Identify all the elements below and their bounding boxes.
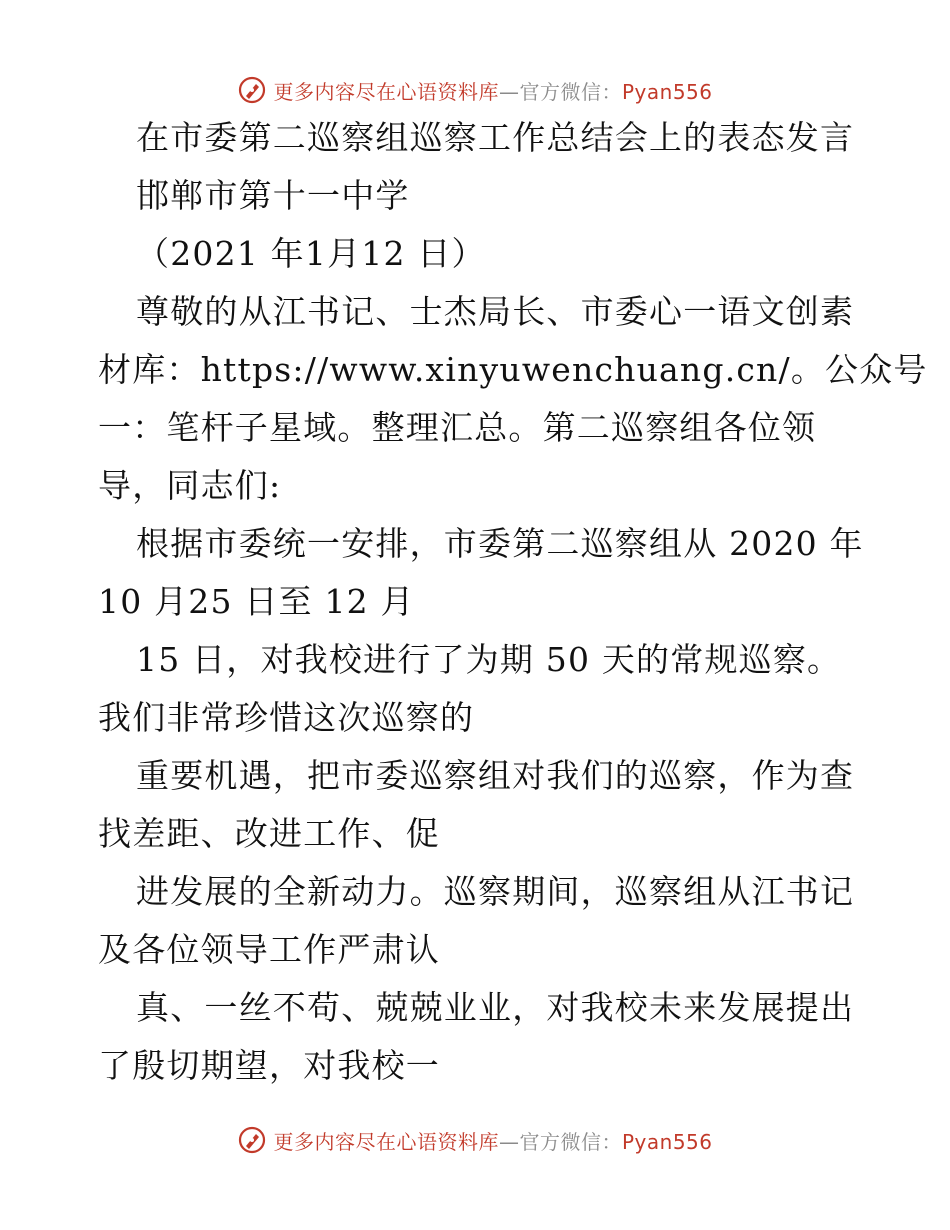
watermark-dash: — bbox=[498, 1129, 520, 1154]
text-line: 尊敬的从江书记、士杰局长、市委心一语文创素 bbox=[136, 292, 855, 331]
text-line: 根据市委统一安排，市委第二巡察组从 2020 年 bbox=[136, 524, 864, 563]
document-title: 在市委第二巡察组巡察工作总结会上的表态发言 bbox=[136, 118, 855, 157]
watermark-main-text: 更多内容尽在心语资料库 bbox=[273, 1129, 499, 1154]
watermark-main-text: 更多内容尽在心语资料库 bbox=[273, 79, 499, 104]
header-watermark bbox=[0, 70, 950, 110]
text-line: 及各位领导工作严肃认 bbox=[98, 930, 440, 969]
document-author: 邯郸市第十一中学 bbox=[136, 176, 410, 215]
text-line: 真、一丝不苟、兢兢业业，对我校未来发展提出 bbox=[136, 988, 855, 1027]
document-date: （2021 年1月12 日） bbox=[136, 234, 486, 273]
watermark-banner bbox=[237, 75, 712, 105]
watermark-dash: — bbox=[498, 79, 520, 104]
watermark-sub-text: 官方微信： bbox=[519, 1129, 622, 1154]
text-line: 一：笔杆子星域。整理汇总。第二巡察组各位领 bbox=[98, 408, 817, 447]
text-line: 我们非常珍惜这次巡察的 bbox=[98, 698, 475, 737]
footer-watermark bbox=[0, 1120, 950, 1160]
text-line: 15 日，对我校进行了为期 50 天的常规巡察。 bbox=[136, 640, 842, 679]
watermark-id: Pyan556 bbox=[621, 79, 713, 104]
watermark-banner bbox=[237, 1125, 712, 1155]
text-line: 导，同志们: bbox=[98, 466, 282, 505]
pen-circle-icon bbox=[237, 1125, 267, 1155]
text-line: 10 月25 日至 12 月 bbox=[98, 582, 415, 621]
text-line: 进发展的全新动力。巡察期间，巡察组从江书记 bbox=[136, 872, 855, 911]
text-line: 找差距、改进工作、促 bbox=[98, 814, 440, 853]
text-line: 了殷切期望，对我校一 bbox=[98, 1046, 440, 1085]
text-line: 重要机遇，把市委巡察组对我们的巡察，作为查 bbox=[136, 756, 855, 795]
watermark-id: Pyan556 bbox=[621, 1129, 713, 1154]
watermark-sub-text: 官方微信： bbox=[519, 79, 622, 104]
pen-circle-icon bbox=[237, 75, 267, 105]
text-line: 材库：https://www.xinyuwenchuang.cn/。公众号 bbox=[98, 350, 928, 389]
